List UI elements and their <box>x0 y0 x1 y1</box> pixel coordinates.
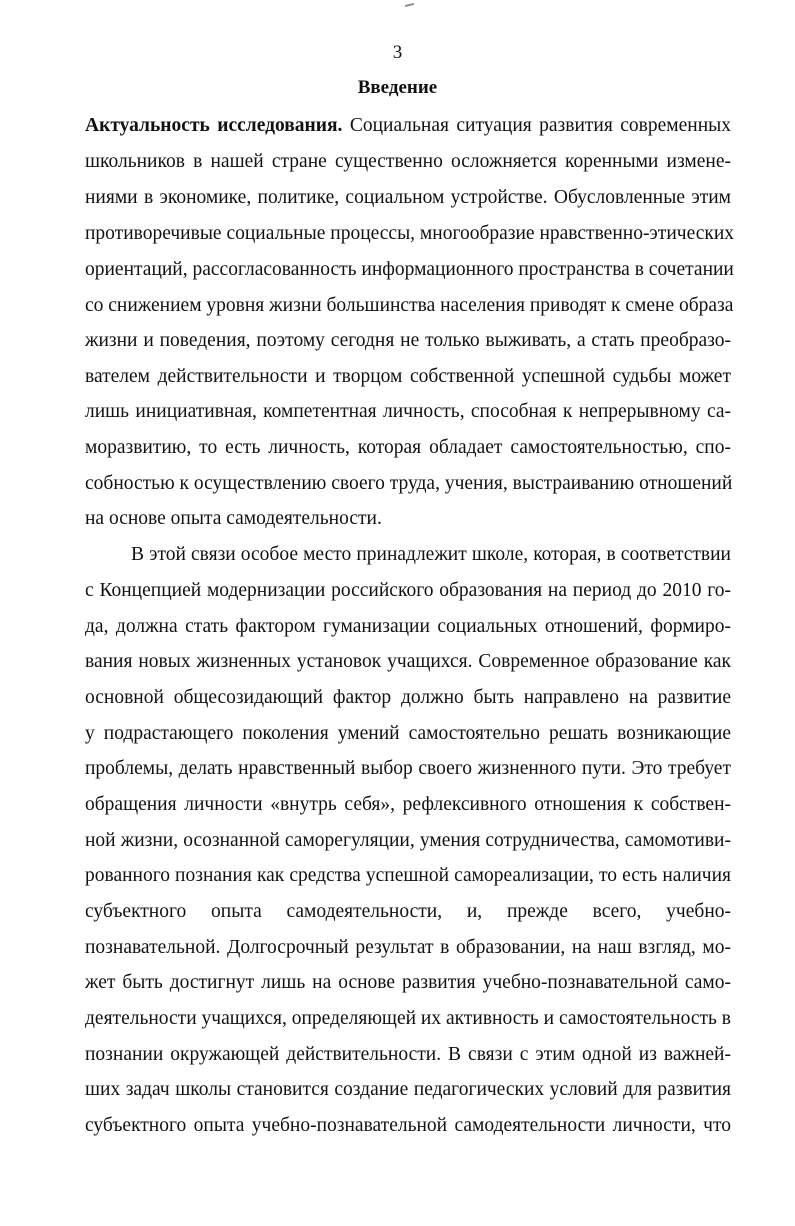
page-number: 3 <box>392 42 403 63</box>
text-line: В этой связи особое место принадлежит школе, которая, в соответствии <box>131 544 731 565</box>
text-line: ной жизни, осознанной саморегуляции, умения сотрудничества, самомотиви- <box>85 830 731 851</box>
text-line: основной общесозидающий фактор должно быть направлено на развитие <box>85 687 731 708</box>
scan-artifact-mark <box>405 3 414 7</box>
text-line: да, должна стать фактором гуманизации социальных отношений, формиро- <box>85 616 731 637</box>
text-line: вателем действительности и творцом собственной успешной судьбы может <box>85 366 731 387</box>
text-line: проблемы, делать нравственный выбор своего жизненного пути. Это требует <box>85 758 731 779</box>
text-line: ниями в экономике, политике, социальном устройстве. Обусловленные этим <box>85 187 731 208</box>
page-title: Введение <box>357 77 438 98</box>
text-line: познании окружающей действительности. В связи с этим одной из важней- <box>85 1044 731 1065</box>
text-line: со снижением уровня жизни большинства населения приводят к смене образа <box>85 295 734 316</box>
text-line: жет быть достигнут лишь на основе развития учебно-познавательной само- <box>85 972 731 993</box>
text-line: познавательной. Долгосрочный результат в образовании, на наш взгляд, мо- <box>85 937 731 958</box>
text-line: моразвитию, то есть личность, которая обладает самостоятельностью, спо- <box>85 437 731 458</box>
text-line: субъектного опыта учебно-познавательной самодеятельности личности, что <box>85 1115 731 1136</box>
text-line: деятельности учащихся, определяющей их активность и самостоятельность в <box>85 1008 731 1029</box>
text-line: ориентаций, рассогласованность информационного пространства в сочетании <box>85 259 734 280</box>
text-line: жизни и поведения, поэтому сегодня не только выживать, а стать преобразо- <box>85 330 731 351</box>
text-line: у подрастающего поколения умений самостоятельно решать возникающие <box>85 723 731 744</box>
text-line: с Концепцией модернизации российского образования на период до 2010 го- <box>85 580 731 601</box>
text-line: собностью к осуществлению своего труда, учения, выстраиванию отношений <box>85 473 733 494</box>
text-line: Актуальность исследования. Социальная ситуация развития современных <box>85 115 731 136</box>
section-lead: Актуальность исследования. <box>85 115 343 136</box>
text-line: субъектного опыта самодеятельности, и, прежде всего, учебно- <box>85 901 731 922</box>
text-line: вания новых жизненных установок учащихся. Современное образование как <box>85 651 731 672</box>
text-line: на основе опыта самодеятельности. <box>85 508 382 529</box>
text-line: противоречивые социальные процессы, многообразие нравственно-этических <box>85 223 735 244</box>
text-line: школьников в нашей стране существенно осложняется коренными измене- <box>85 151 731 172</box>
text-line: ших задач школы становится создание педагогических условий для развития <box>85 1079 731 1100</box>
text-line: лишь инициативная, компетентная личность, способная к непрерывному са- <box>85 401 731 422</box>
text-line: рованного познания как средства успешной самореализации, то есть наличия <box>85 865 731 886</box>
text-line: обращения личности «внутрь себя», рефлексивного отношения к собствен- <box>85 794 731 815</box>
